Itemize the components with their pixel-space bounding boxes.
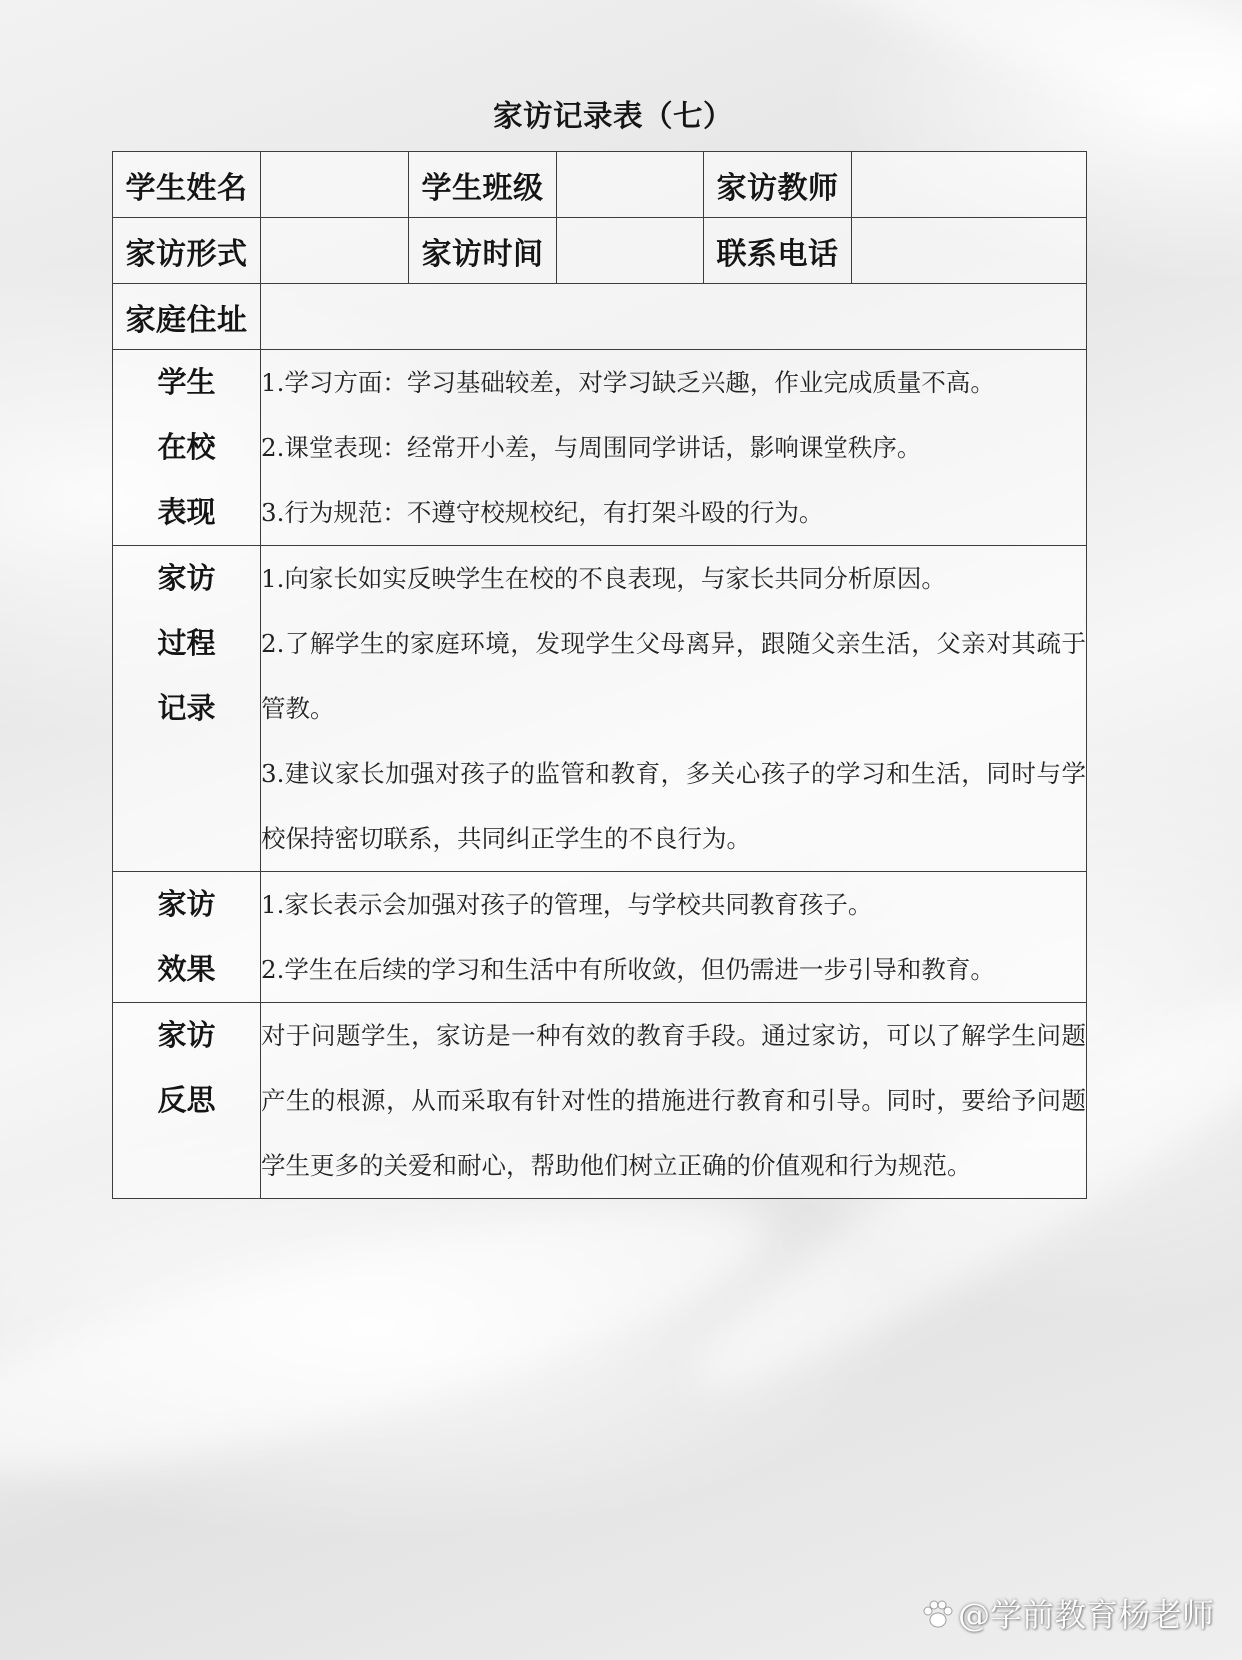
info-row (113, 284, 1087, 350)
section-item: 3.行为规范：不遵守校规校纪，有打架斗殴的行为。 (261, 498, 824, 527)
contact-phone-value (852, 218, 1087, 284)
section-label-cell (113, 872, 261, 1003)
section-label-visit-effect: 家访效果 (157, 887, 216, 986)
background-sheen (700, 0, 1242, 175)
student-class-value (557, 152, 704, 218)
home-address-value (261, 284, 1087, 350)
watermark-text: @学前教育杨老师 (958, 1596, 1215, 1634)
info-row (113, 152, 1087, 218)
section-item: 2.课堂表现：经常开小差，与周围同学讲话，影响课堂秩序。 (261, 433, 922, 462)
form-title: 家访记录表（七） (493, 98, 734, 133)
section-row-visit-reflection (113, 1003, 1087, 1199)
section-item: 1.学习方面：学习基础较差，对学习缺乏兴趣，作业完成质量不高。 (261, 368, 995, 397)
student-name-label: 学生姓名 (113, 152, 261, 218)
section-item: 2.了解学生的家庭环境，发现学生父母离异，跟随父亲生活，父亲对其疏于管教。 (261, 629, 1086, 723)
section-item: 2.学生在后续的学习和生活中有所收敛，但仍需进一步引导和教育。 (261, 955, 995, 984)
visit-time-label: 家访时间 (409, 218, 557, 284)
section-item: 1.家长表示会加强对孩子的管理，与学校共同教育孩子。 (261, 890, 873, 919)
section-content-cell (261, 350, 1087, 546)
background-sheen (0, 1154, 786, 1527)
visiting-teacher-value (852, 152, 1087, 218)
section-item: 对于问题学生，家访是一种有效的教育手段。通过家访，可以了解学生问题产生的根源，从而采取有针对性的措施进行教育和引导。同时，要给予问题学生更多的关爱和耐心，帮助他们树立正确的价值观和行为规范。 (261, 1021, 1086, 1180)
section-label-cell (113, 546, 261, 872)
visit-type-label: 家访形式 (113, 218, 261, 284)
section-label-cell (113, 350, 261, 546)
section-row-visit-process (113, 546, 1087, 872)
visit-time-value (557, 218, 704, 284)
student-name-value (261, 152, 409, 218)
info-row (113, 218, 1087, 284)
contact-phone-label: 联系电话 (704, 218, 852, 284)
visit-type-value (261, 218, 409, 284)
section-label-school-performance: 学生在校表现 (157, 365, 216, 529)
section-content-cell (261, 1003, 1087, 1199)
section-item: 1.向家长如实反映学生在校的不良表现，与家长共同分析原因。 (261, 564, 946, 593)
section-row-school-performance (113, 350, 1087, 546)
section-content-cell (261, 872, 1087, 1003)
section-content-cell (261, 546, 1087, 872)
home-visit-record-table (112, 151, 1087, 1199)
section-label-visit-process: 家访过程记录 (157, 561, 216, 725)
section-item: 3.建议家长加强对孩子的监管和教育，多关心孩子的学习和生活，同时与学校保持密切联系，共同纠正学生的不良行为。 (261, 759, 1086, 853)
section-label-visit-reflection: 家访反思 (157, 1018, 216, 1117)
section-label-cell (113, 1003, 261, 1199)
paw-logo-icon (920, 1597, 956, 1633)
section-row-visit-effect (113, 872, 1087, 1003)
visiting-teacher-label: 家访教师 (704, 152, 852, 218)
student-class-label: 学生班级 (409, 152, 557, 218)
home-address-label: 家庭住址 (113, 284, 261, 350)
